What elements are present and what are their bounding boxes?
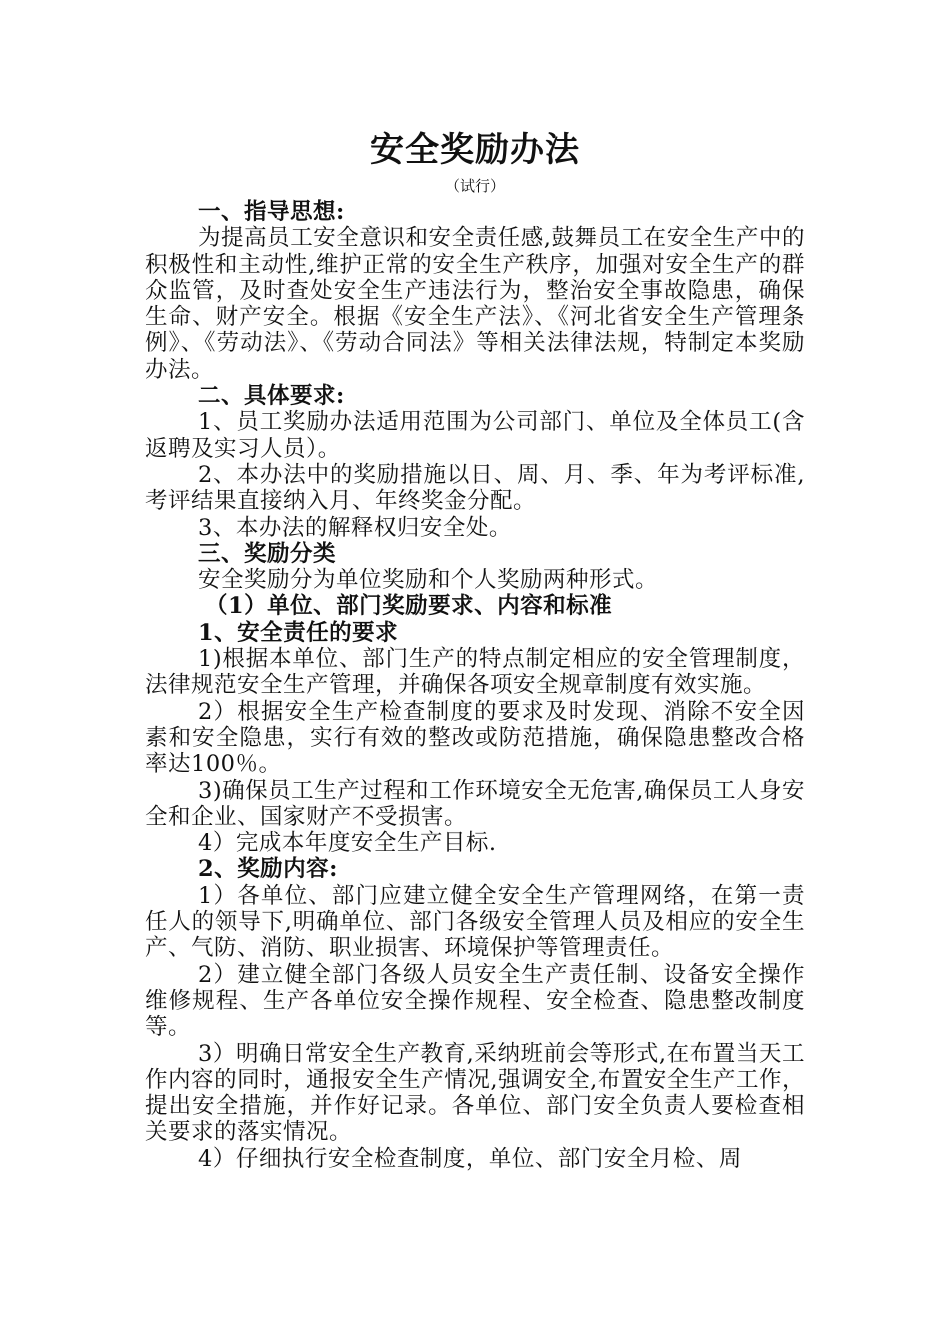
- section-heading: 二、具体要求:: [198, 383, 345, 410]
- section-heading: 2、奖励内容:: [198, 856, 338, 883]
- paragraph: 1、员工奖励办法适用范围为公司部门、单位及全体员工(含返聘及实习人员）。: [145, 409, 805, 462]
- paragraph: 4）完成本年度安全生产目标.: [198, 830, 497, 857]
- paragraph: 为提高员工安全意识和安全责任感,鼓舞员工在安全生产中的积极性和主动性,维护正常的安全生产秩序，加强对安全生产的群众监管，及时查处安全生产违法行为，整治安全事故隐患，确保生命、财产安全。根据《安全生产法》、《河北省安全生产管理条例》、《劳动法》、《劳动合同法》等相关法律法规，特制定本奖励办法。: [145, 225, 805, 383]
- paragraph: 2）根据安全生产检查制度的要求及时发现、消除不安全因素和安全隐患，实行有效的整改或防范措施，确保隐患整改合格率达100％。: [145, 698, 805, 778]
- paragraph: 3）明确日常安全生产教育,采纳班前会等形式,在布置当天工作内容的同时，通报安全生产情况,强调安全,布置安全生产工作，提出安全措施，并作好记录。各单位、部门安全负责人要检查相关要求的落实情况。: [145, 1040, 805, 1146]
- section-heading: （1）单位、部门奖励要求、内容和标准: [205, 593, 613, 620]
- section-heading: 一、指导思想:: [198, 199, 345, 225]
- paragraph: 1)根据本单位、部门生产的特点制定相应的安全管理制度，法律规范安全生产管理，并确保各项安全规章制度有效实施。: [145, 646, 805, 699]
- paragraph: 2、本办法中的奖励措施以日、周、月、季、年为考评标准,考评结果直接纳入月、年终奖金分配。: [145, 461, 805, 515]
- paragraph: 2）建立健全部门各级人员安全生产责任制、设备安全操作维修规程、生产各单位安全操作规程、安全检查、隐患整改制度等。: [145, 961, 805, 1041]
- paragraph: 1）各单位、部门应建立健全安全生产管理网络，在第一责任人的领导下,明确单位、部门各级安全管理人员及相应的安全生产、气防、消防、职业损害、环境保护等管理责任。: [145, 882, 805, 962]
- section-heading: 1、安全责任的要求: [198, 619, 399, 646]
- document-body: [145, 199, 805, 1172]
- paragraph: 3)确保员工生产过程和工作环境安全无危害,确保员工人身安全和企业、国家财产不受损害。: [145, 777, 805, 830]
- paragraph: 4）仔细执行安全检查制度，单位、部门安全月检、周: [198, 1145, 742, 1172]
- document-title: 安全奖励办法: [370, 130, 580, 170]
- paragraph: 安全奖励分为单位奖励和个人奖励两种形式。: [198, 567, 659, 594]
- paragraph: 3、本办法的解释权归安全处。: [198, 514, 512, 541]
- section-heading: 三、奖励分类: [198, 540, 337, 567]
- document-subtitle: （试行）: [444, 177, 505, 195]
